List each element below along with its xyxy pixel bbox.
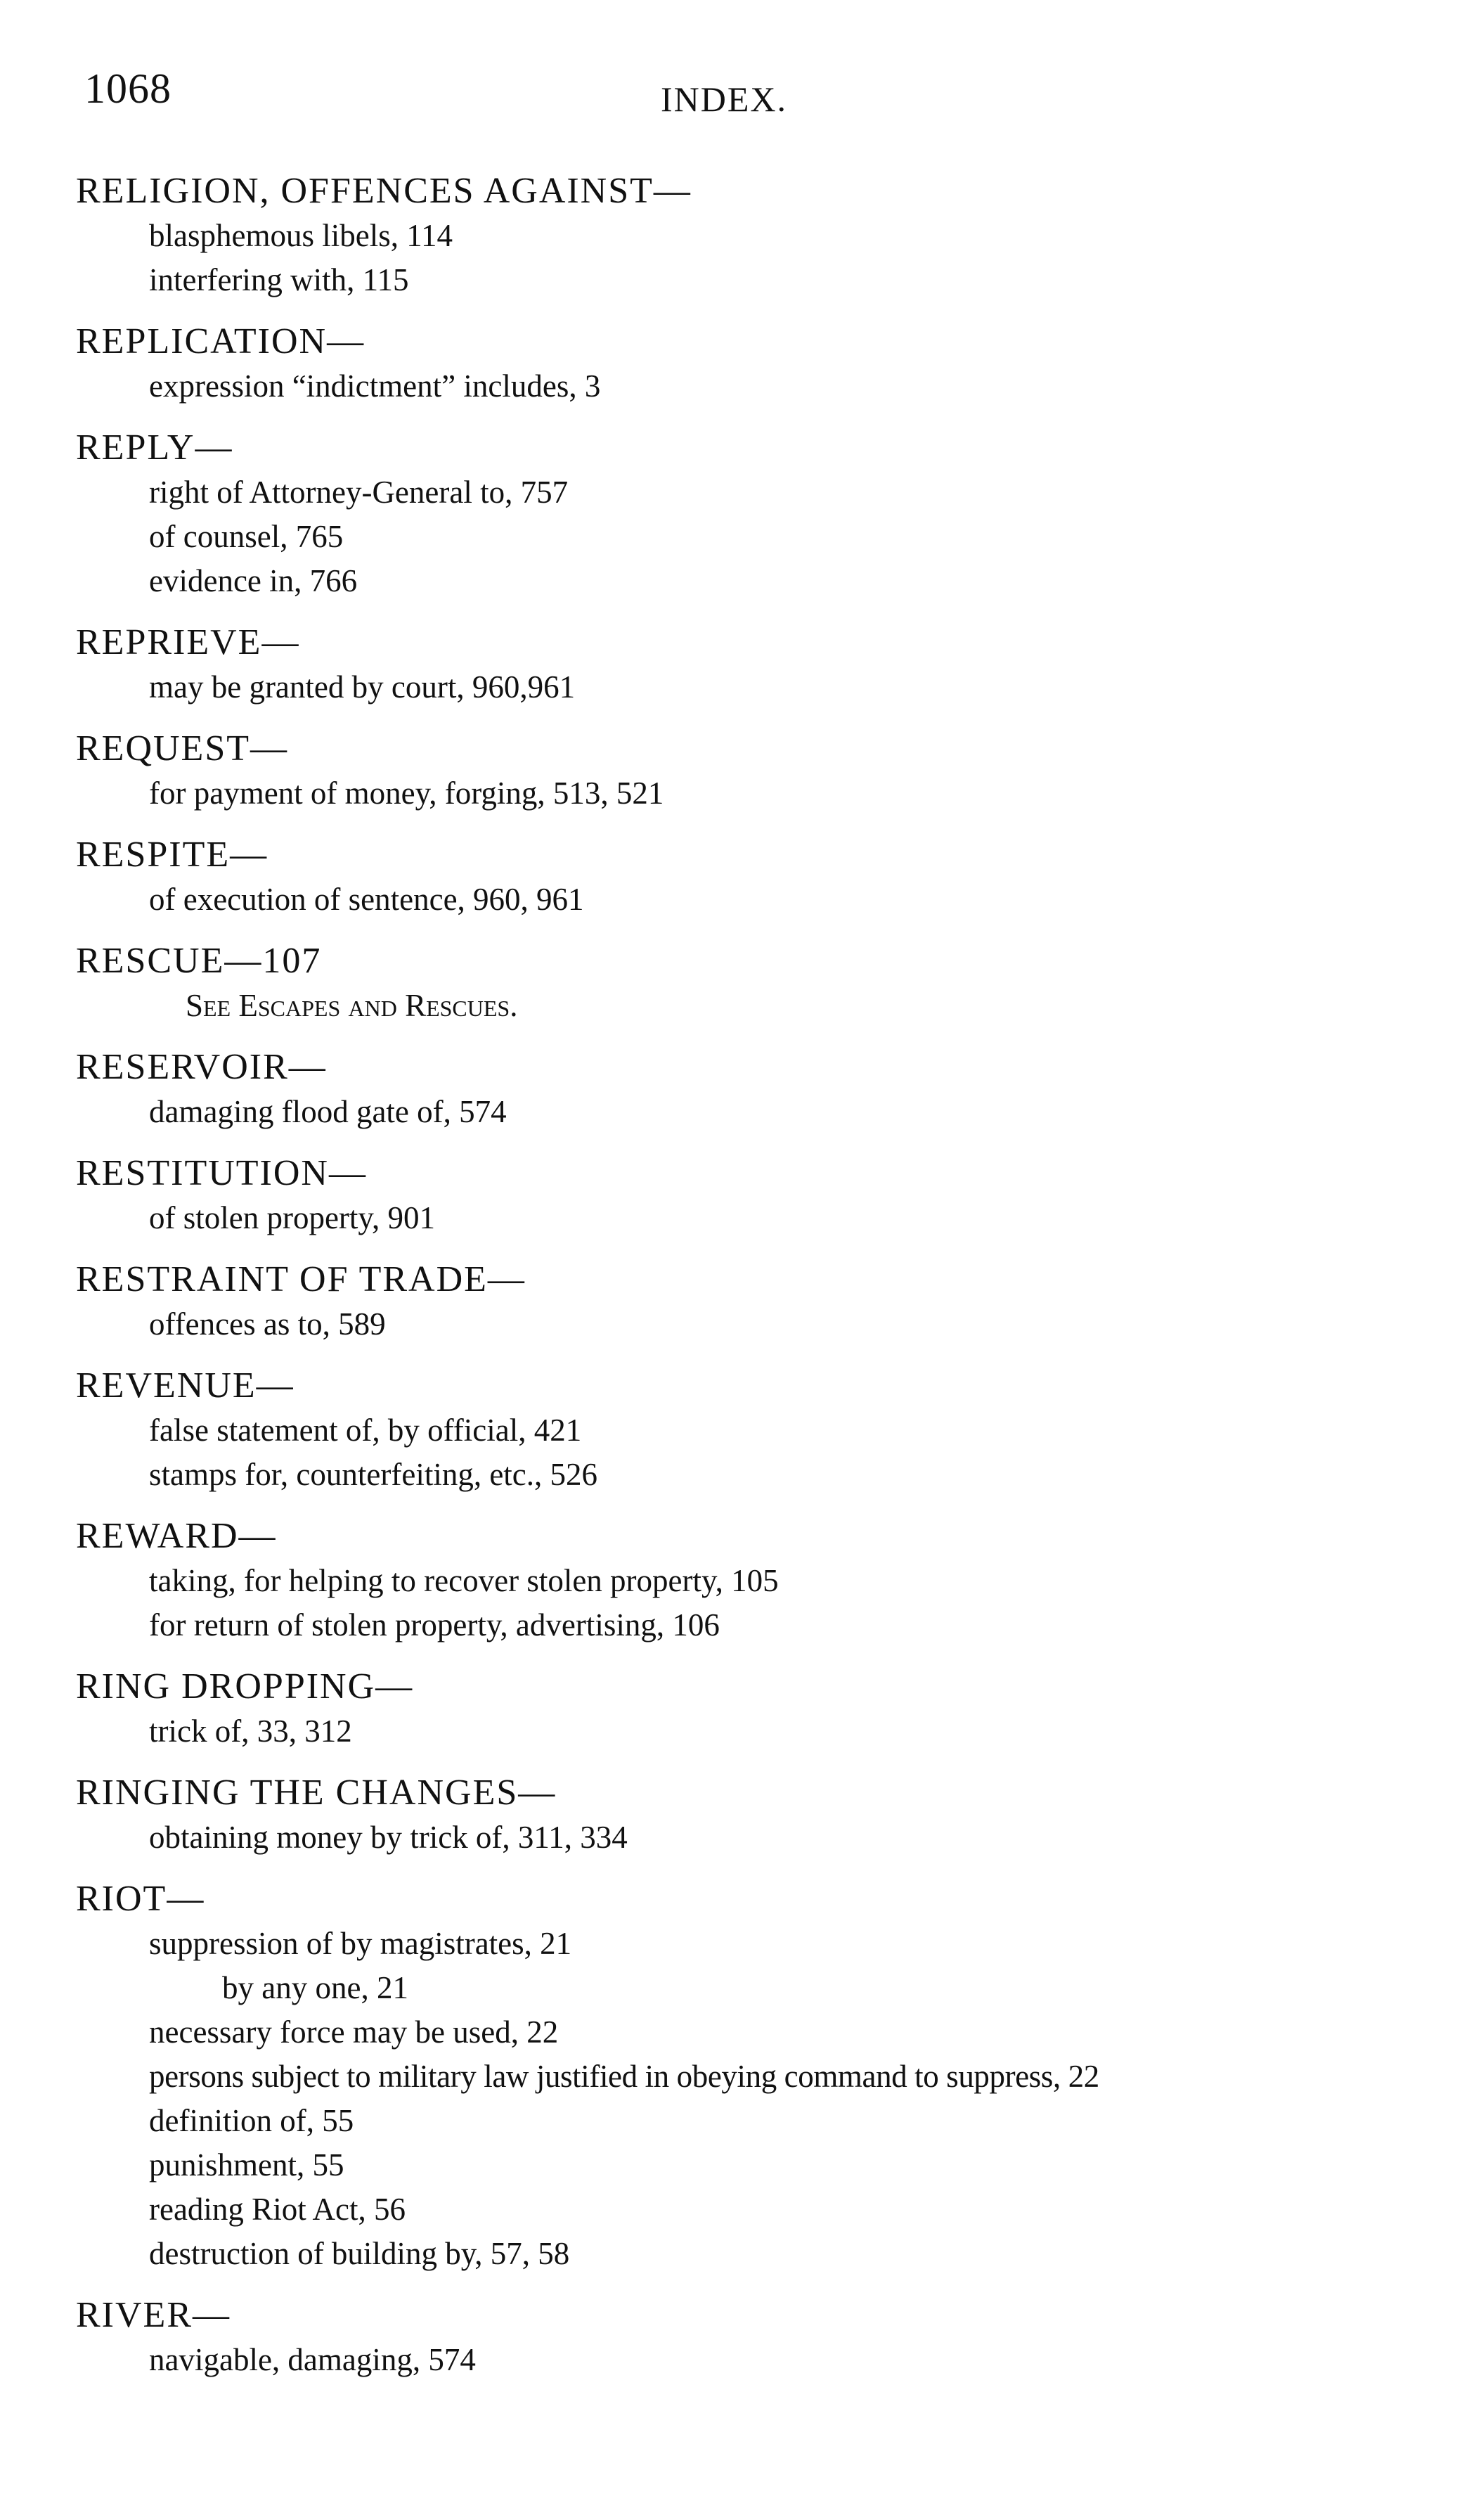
index-subentry: of counsel, 765 [149,519,344,554]
index-heading: RESTRAINT OF TRADE— [76,1259,526,1299]
index-subentry: obtaining money by trick of, 311, 334 [149,1820,628,1855]
index-heading: RELIGION, OFFENCES AGAINST— [76,171,692,211]
index-heading: REPLY— [76,428,233,468]
index-subentry: destruction of building by, 57, 58 [149,2236,570,2271]
index-subentry: offences as to, 589 [149,1306,386,1342]
index-subentry: for payment of money, forging, 513, 521 [149,776,664,811]
index-entry [76,1664,1447,1754]
index-subentry: damaging flood gate of, 574 [149,1094,507,1129]
index-subentry: trick of, 33, 312 [149,1714,352,1749]
index-subentry: evidence in, 766 [149,563,358,598]
index-subentry: of execution of sentence, 960, 961 [149,882,584,917]
index-entry [76,1151,1447,1240]
index-heading: REPRIEVE— [76,622,300,662]
index-subentry: of stolen property, 901 [149,1200,435,1235]
index-heading: REWARD— [76,1516,277,1556]
index-entry [76,319,1447,409]
index-entry [76,1363,1447,1497]
index-entry [76,425,1447,603]
index-subentry: navigable, damaging, 574 [149,2342,476,2377]
index-entry [76,832,1447,922]
index-entry [76,1045,1447,1134]
index-heading: RESPITE— [76,835,269,875]
index-entry [76,726,1447,816]
index-heading: REVENUE— [76,1365,295,1406]
index-subentry: necessary force may be used, 22 [149,2014,559,2050]
index-heading: REPLICATION— [76,321,366,361]
index-subentry: punishment, 55 [149,2147,344,2182]
index-entry [76,939,1447,1028]
index-subentry: stamps for, counterfeiting, etc., 526 [149,1457,598,1492]
index-entry [76,1877,1447,2276]
index-subentry: taking, for helping to recover stolen property, 105 [149,1563,779,1598]
index-subentry: for return of stolen property, advertising, 106 [149,1607,720,1642]
index-subentry: blasphemous libels, 114 [149,218,453,253]
index-entry [76,1257,1447,1346]
index-subentry: suppression of by magistrates, 21 [149,1926,572,1961]
index-subentry: definition of, 55 [149,2103,354,2138]
index-subentry: reading Riot Act, 56 [149,2192,406,2227]
index-subentry: expression “indictment” includes, 3 [149,368,601,404]
index-list [76,169,1447,2399]
index-subentry: by any one, 21 [222,1970,408,2005]
index-subentry: may be granted by court, 960,961 [149,669,576,705]
index-subentry: right of Attorney-General to, 757 [149,475,569,510]
index-entry [76,620,1447,709]
index-subentry: interfering with, 115 [149,262,409,297]
index-subentry: persons subject to military law justified in obeying command to suppress, 22 [149,2059,1099,2094]
running-head: INDEX. [661,79,788,119]
index-entry [76,2293,1447,2382]
index-heading: REQUEST— [76,728,288,769]
index-entry [76,1514,1447,1647]
index-heading: RESERVOIR— [76,1047,327,1087]
index-subentry: false statement of, by official, 421 [149,1413,582,1448]
index-heading: RING DROPPING— [76,1666,414,1706]
index-entry [76,1770,1447,1860]
index-heading: RINGING THE CHANGES— [76,1773,557,1813]
index-cross-reference: See Escapes and Rescues. [186,988,518,1023]
index-heading: RIOT— [76,1879,205,1919]
index-entry [76,169,1447,302]
index-heading: RESCUE—107 [76,941,322,981]
page-number: 1068 [84,65,172,112]
index-heading: RESTITUTION— [76,1153,367,1193]
index-heading: RIVER— [76,2295,231,2335]
